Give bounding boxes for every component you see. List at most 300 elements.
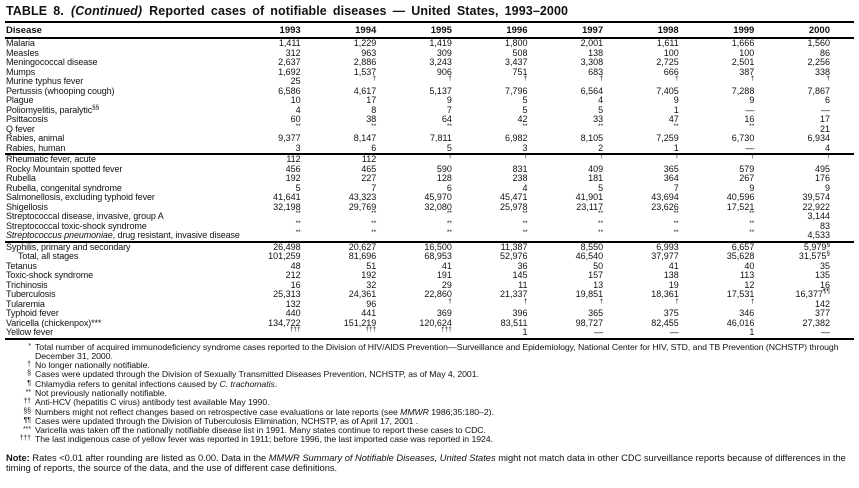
table-title-continued: (Continued) bbox=[70, 4, 143, 18]
case-count-cell: 6,730 bbox=[731, 133, 755, 143]
case-count-cell bbox=[552, 219, 628, 232]
footnote-reference: ** bbox=[446, 229, 452, 236]
disease-label: Q fever bbox=[6, 123, 35, 134]
case-count-cell: 19,851 bbox=[575, 289, 604, 299]
case-count-cell: 100 bbox=[739, 47, 755, 58]
table-row bbox=[5, 96, 854, 106]
case-count-cell: 192 bbox=[361, 270, 377, 280]
case-count-cell: — bbox=[745, 104, 755, 115]
case-count-cell: 48 bbox=[290, 260, 301, 271]
case-count-cell: 346 bbox=[739, 308, 755, 318]
case-count-cell: — bbox=[703, 144, 779, 155]
disease-label: Rabies, human bbox=[5, 144, 249, 155]
case-count-cell: 43,694 bbox=[651, 192, 679, 202]
case-count-cell: 145 bbox=[512, 270, 528, 280]
case-count-cell: 22,922 bbox=[802, 201, 830, 212]
footnote-marker: §§ bbox=[23, 407, 31, 415]
table-row bbox=[5, 328, 854, 339]
case-count-cell: 45,471 bbox=[499, 192, 528, 202]
case-count-cell bbox=[552, 154, 628, 165]
footnote-reference: † bbox=[448, 75, 452, 82]
footnote-reference: ** bbox=[673, 210, 679, 217]
case-count-cell: 25,978 bbox=[499, 201, 528, 212]
footnote-reference: ** bbox=[295, 122, 301, 130]
case-count-cell: 377 bbox=[814, 308, 830, 318]
footnote-reference: ¶¶ bbox=[823, 288, 830, 295]
case-count-cell: — bbox=[821, 104, 830, 115]
case-count-cell: 96 bbox=[366, 298, 377, 309]
footnote-reference: † bbox=[750, 153, 755, 160]
table-row bbox=[5, 115, 854, 125]
case-count-cell bbox=[627, 219, 703, 232]
text: The last indigenous case of yellow fever was reported in 1911; before 1996, the last imported case was reported in 1924. bbox=[35, 434, 493, 445]
table-title bbox=[5, 2, 854, 23]
case-count-cell: 3,144 bbox=[807, 211, 830, 221]
case-count-cell: 22,860 bbox=[424, 289, 452, 299]
table-row bbox=[5, 300, 854, 310]
case-count-cell: 1 bbox=[476, 328, 552, 339]
case-count-cell: 42 bbox=[517, 114, 528, 124]
disease-label: Yellow fever bbox=[5, 328, 249, 339]
case-count-cell: 387 bbox=[739, 66, 755, 77]
footnote-reference: † bbox=[675, 75, 679, 82]
case-count-cell: 176 bbox=[814, 173, 830, 183]
case-count-cell: 29 bbox=[441, 279, 452, 290]
case-count-cell: 191 bbox=[436, 270, 452, 280]
case-count-cell: 35 bbox=[819, 260, 830, 271]
case-count-cell: 6,564 bbox=[580, 85, 604, 96]
case-count-cell: 1 bbox=[627, 144, 703, 155]
disease-label: Syphilis, primary and secondary bbox=[6, 241, 131, 252]
case-count-cell: 1,611 bbox=[656, 38, 679, 48]
case-count-cell: 21 bbox=[819, 123, 830, 134]
case-count-cell: 29,769 bbox=[348, 201, 377, 212]
footnote-reference: ** bbox=[749, 219, 755, 227]
case-count-cell: 4,533 bbox=[778, 231, 854, 242]
case-count-cell bbox=[627, 154, 703, 165]
text: . bbox=[274, 378, 278, 389]
case-count-cell: 6,586 bbox=[278, 85, 301, 96]
footnote-marker: § bbox=[27, 370, 31, 378]
disease-label: Poliomyelitis, paralytic§§ bbox=[6, 103, 100, 115]
footnote-reference: ** bbox=[295, 229, 301, 236]
case-count-cell: 5 bbox=[598, 182, 604, 193]
text: 1986;35:180–2). bbox=[428, 406, 494, 417]
case-count-cell: 7,259 bbox=[656, 133, 679, 143]
footnote-reference: † bbox=[372, 75, 377, 82]
case-count-cell bbox=[325, 212, 401, 222]
case-count-cell: 6,993 bbox=[656, 241, 679, 252]
footnote-marker: *** bbox=[22, 426, 31, 434]
table-row bbox=[5, 87, 854, 97]
case-count-cell: 396 bbox=[512, 308, 528, 318]
footnote-reference: ** bbox=[446, 219, 452, 227]
case-count-cell bbox=[400, 328, 476, 339]
case-count-cell: 39,574 bbox=[802, 192, 830, 202]
column-header-year-1993: 1993 bbox=[249, 23, 325, 38]
case-count-cell bbox=[703, 154, 779, 165]
footnote-reference: ** bbox=[673, 229, 679, 236]
case-count-cell: 2,001 bbox=[580, 38, 604, 48]
case-count-cell: 21,337 bbox=[499, 289, 528, 299]
case-count-cell: 7,867 bbox=[807, 85, 830, 96]
case-count-cell: 7 bbox=[446, 104, 452, 115]
disease-label: Streptococcal toxic-shock syndrome bbox=[6, 220, 147, 231]
case-count-cell: 9 bbox=[824, 182, 830, 193]
case-count-cell: 1,229 bbox=[353, 38, 377, 48]
case-count-cell: 1,666 bbox=[731, 38, 755, 48]
case-count-cell: 2,886 bbox=[353, 57, 377, 67]
case-count-cell: 1,560 bbox=[807, 38, 830, 48]
footnote-reference: ** bbox=[749, 229, 755, 236]
case-count-cell: 134,722 bbox=[268, 317, 301, 328]
case-count-cell: 157 bbox=[588, 270, 604, 280]
footnote-reference: ** bbox=[371, 229, 377, 236]
footnote-reference: † bbox=[826, 75, 830, 82]
case-count-cell: 9 bbox=[446, 95, 452, 105]
text: Cases were updated through the Division of Tuberculosis Elimination, NCHSTP, as of April 17, 2001 . bbox=[35, 415, 419, 426]
footnote-reference: † bbox=[750, 297, 755, 305]
table-row bbox=[5, 262, 854, 272]
case-count-cell bbox=[400, 219, 476, 232]
case-count-cell: 369 bbox=[436, 308, 452, 318]
case-count-cell: 32 bbox=[366, 279, 377, 290]
case-count-cell: 1,419 bbox=[429, 38, 452, 48]
text: Total number of acquired immunodeficiency syndrome cases reported to the Division of HIV/AIDS Prevention—Surveillance and Epidemiology, National Center for HIV, STD, and TB Prevention (NCHSTP) through December 31, 2000. bbox=[35, 341, 839, 361]
case-count-cell: 10 bbox=[290, 95, 301, 105]
footnote-reference: ** bbox=[598, 210, 604, 217]
disease-label: Streptococcal disease, invasive, group A bbox=[6, 211, 164, 221]
footnote-reference: † bbox=[826, 153, 830, 160]
footnote-marker: ††† bbox=[19, 435, 31, 443]
footnote-reference: ** bbox=[673, 219, 679, 227]
disease-label: Rocky Mountain spotted fever bbox=[6, 163, 123, 174]
footnote-reference: ** bbox=[749, 210, 755, 217]
footnote-reference: ††† bbox=[441, 326, 452, 333]
case-count-cell: 365 bbox=[663, 163, 679, 174]
case-count-cell: 1,800 bbox=[504, 38, 528, 48]
footnote-reference: † bbox=[448, 153, 452, 160]
case-count-cell: 8,105 bbox=[580, 133, 604, 143]
footnote-reference: ** bbox=[371, 122, 377, 130]
footnote-reference: ** bbox=[446, 210, 452, 217]
case-count-cell: 579 bbox=[739, 163, 755, 174]
disease-label: Tetanus bbox=[6, 260, 37, 271]
text: might not match data in other CDC surveillance reports because of differences in the timing of reports, the source of the data, and the use of different case definitions. bbox=[6, 452, 846, 474]
case-count-cell bbox=[325, 231, 401, 242]
column-header-year-2000: 2000 bbox=[778, 23, 854, 38]
case-count-cell bbox=[400, 231, 476, 242]
disease-label: Pertussis (whooping cough) bbox=[6, 85, 115, 96]
disease-label: Trichinosis bbox=[6, 279, 48, 290]
case-count-cell bbox=[476, 219, 552, 232]
case-count-cell: 68,953 bbox=[424, 251, 452, 261]
case-count-cell: 4 bbox=[778, 144, 854, 155]
italic-text: Streptococcus pneumoniae bbox=[6, 230, 113, 240]
case-count-cell: 6,982 bbox=[504, 133, 528, 143]
text: Chlamydia refers to genital infections caused by bbox=[35, 378, 220, 389]
text: Anti-HCV (hepatitis C virus) antibody test available May 1990. bbox=[35, 397, 270, 408]
case-count-cell: 465 bbox=[361, 163, 377, 174]
column-header-year-1999: 1999 bbox=[703, 23, 779, 38]
case-count-cell: 508 bbox=[512, 47, 528, 58]
case-count-cell bbox=[552, 231, 628, 242]
table-row bbox=[5, 144, 854, 155]
case-count-cell: 2,637 bbox=[278, 57, 301, 67]
case-count-cell: 16,377¶¶ bbox=[795, 288, 830, 299]
case-count-cell: 23,626 bbox=[651, 201, 679, 212]
case-count-cell: 666 bbox=[663, 66, 679, 77]
footnote-reference: † bbox=[523, 297, 528, 305]
table-header-row bbox=[5, 23, 854, 38]
case-count-cell: 36 bbox=[517, 260, 528, 271]
disease-label bbox=[5, 231, 249, 242]
case-count-cell: 16 bbox=[290, 279, 301, 290]
column-header-year-1997: 1997 bbox=[552, 23, 628, 38]
case-count-cell: 16 bbox=[744, 114, 755, 124]
case-count-cell: 7 bbox=[673, 182, 679, 193]
case-count-cell: 8,147 bbox=[353, 133, 377, 143]
footnote-reference: † bbox=[523, 153, 528, 160]
case-count-cell: 40 bbox=[744, 260, 755, 271]
case-count-cell: 41,901 bbox=[575, 192, 604, 202]
footnote-reference: § bbox=[826, 240, 830, 248]
disease-label: Total, all stages bbox=[18, 251, 79, 261]
case-count-cell: 25 bbox=[290, 76, 301, 86]
case-count-cell: 41 bbox=[441, 260, 452, 271]
footnote-reference: ** bbox=[522, 210, 528, 217]
case-count-cell: 6 bbox=[824, 95, 830, 105]
case-count-cell: 26,498 bbox=[273, 241, 301, 252]
case-count-cell: 64 bbox=[441, 114, 452, 124]
table-row bbox=[5, 134, 854, 144]
column-header-year-1994: 1994 bbox=[325, 23, 401, 38]
text: , drug resistant, invasive disease bbox=[112, 230, 240, 240]
footnote-reference: ** bbox=[446, 122, 452, 130]
footnote-reference: § bbox=[826, 250, 830, 257]
case-count-cell: 3,243 bbox=[429, 57, 452, 67]
case-count-cell: 2,501 bbox=[731, 57, 755, 67]
case-count-cell: 181 bbox=[588, 173, 604, 183]
disease-label: Murine typhus fever bbox=[6, 76, 84, 86]
footnote-reference: ** bbox=[598, 229, 604, 236]
column-header-year-1996: 1996 bbox=[476, 23, 552, 38]
table-row bbox=[5, 106, 854, 116]
case-count-cell: 751 bbox=[512, 66, 528, 77]
case-count-cell: 192 bbox=[285, 173, 301, 183]
table-row bbox=[5, 271, 854, 281]
text: Varicella was taken off the nationally notifiable disease list in 1991. Many states continue to report these cases to CDC. bbox=[35, 425, 486, 436]
case-count-cell: 5 bbox=[598, 104, 604, 115]
case-count-cell: 5,137 bbox=[429, 85, 452, 96]
case-count-cell: 590 bbox=[436, 163, 452, 174]
footnote-reference: ** bbox=[295, 210, 301, 217]
footnote-reference: ** bbox=[371, 210, 377, 217]
case-count-cell bbox=[552, 212, 628, 222]
footnote-reference: ** bbox=[522, 229, 528, 236]
case-count-cell: 12 bbox=[744, 279, 755, 290]
footnote bbox=[5, 343, 854, 362]
case-count-cell: 113 bbox=[739, 270, 755, 280]
case-count-cell: 35,628 bbox=[726, 251, 755, 261]
case-count-cell: — bbox=[778, 328, 854, 339]
case-count-cell: 25,313 bbox=[273, 289, 301, 299]
case-count-cell: 151,219 bbox=[343, 317, 377, 328]
case-count-cell: 4 bbox=[598, 95, 604, 105]
footnote-reference: † bbox=[675, 297, 679, 305]
case-count-cell: 312 bbox=[285, 47, 301, 58]
case-count-cell: 7 bbox=[371, 182, 377, 193]
case-count-cell: 32,198 bbox=[273, 201, 301, 212]
disease-label: Salmonellosis, excluding typhoid fever bbox=[6, 192, 155, 202]
case-count-cell bbox=[703, 219, 779, 232]
case-count-cell: 4 bbox=[522, 182, 528, 193]
case-count-cell: 227 bbox=[361, 173, 377, 183]
table-body bbox=[5, 38, 854, 339]
footnote-marker: ** bbox=[25, 388, 31, 396]
case-count-cell: 31,575§ bbox=[798, 250, 830, 261]
disease-label: Rabies, animal bbox=[6, 133, 65, 143]
case-count-cell: 47 bbox=[668, 114, 679, 124]
case-count-cell bbox=[476, 154, 552, 165]
table-row bbox=[5, 165, 854, 175]
footnote-reference: † bbox=[448, 297, 452, 305]
case-count-cell bbox=[325, 328, 401, 339]
case-count-cell: 17 bbox=[366, 95, 377, 105]
case-count-cell: 43,323 bbox=[348, 192, 377, 202]
case-count-cell: 1,537 bbox=[353, 66, 377, 77]
footnote-reference: † bbox=[599, 297, 604, 305]
case-count-cell: 5 bbox=[400, 144, 476, 155]
case-count-cell: 8 bbox=[371, 104, 377, 115]
case-count-cell: 17 bbox=[819, 114, 830, 124]
case-count-cell: 17,521 bbox=[726, 201, 755, 212]
case-count-cell: 440 bbox=[285, 308, 301, 318]
case-count-cell: 101,259 bbox=[268, 251, 301, 261]
case-count-cell bbox=[778, 154, 854, 165]
case-count-cell: 19 bbox=[668, 279, 679, 290]
case-count-cell bbox=[325, 219, 401, 232]
case-count-cell: — bbox=[627, 328, 703, 339]
case-count-cell: 46,540 bbox=[575, 251, 604, 261]
case-count-cell: 441 bbox=[361, 308, 377, 318]
case-count-cell: 40,596 bbox=[726, 192, 755, 202]
case-count-cell: 23,117 bbox=[576, 201, 604, 212]
disease-label: Shigellosis bbox=[6, 201, 48, 212]
footnote-reference: ** bbox=[371, 219, 377, 227]
case-count-cell: 9 bbox=[749, 182, 755, 193]
case-count-cell: 11 bbox=[518, 279, 528, 290]
case-count-cell bbox=[249, 219, 325, 232]
case-count-cell: 120,624 bbox=[419, 317, 452, 328]
column-header-disease: Disease bbox=[5, 23, 249, 38]
case-count-cell: 212 bbox=[285, 270, 301, 280]
case-count-cell: 3 bbox=[476, 144, 552, 155]
table-row bbox=[5, 252, 854, 262]
case-count-cell: 365 bbox=[588, 308, 604, 318]
disease-label: Varicella (chickenpox)*** bbox=[6, 317, 102, 328]
case-count-cell bbox=[249, 212, 325, 222]
table-row bbox=[5, 58, 854, 68]
case-count-cell: 142 bbox=[814, 298, 830, 309]
footnote-reference: ** bbox=[295, 219, 301, 227]
footnote-marker: ¶¶ bbox=[23, 416, 31, 424]
case-count-cell bbox=[400, 212, 476, 222]
case-count-cell: 135 bbox=[814, 270, 830, 280]
footnote-reference: † bbox=[599, 75, 604, 82]
case-count-cell: 2,725 bbox=[656, 57, 679, 67]
footnote-reference: ** bbox=[522, 122, 528, 130]
footnote-reference: † bbox=[750, 75, 755, 82]
case-count-cell: 1 bbox=[673, 104, 679, 115]
footnote-reference: ††† bbox=[289, 326, 301, 333]
case-count-cell: 4,617 bbox=[353, 85, 377, 96]
table-row bbox=[5, 319, 854, 329]
table-row bbox=[5, 68, 854, 78]
case-count-cell bbox=[249, 328, 325, 339]
case-count-cell: 81,696 bbox=[348, 251, 377, 261]
case-count-cell: 9,377 bbox=[278, 133, 301, 143]
disease-label: Rheumatic fever, acute bbox=[6, 154, 96, 164]
footnote-reference: ** bbox=[673, 122, 679, 130]
table-row bbox=[5, 290, 854, 300]
case-count-cell: 45,970 bbox=[424, 192, 452, 202]
case-count-cell: 2,256 bbox=[807, 57, 830, 67]
case-count-cell: 963 bbox=[361, 47, 377, 58]
disease-label: Rubella bbox=[6, 173, 36, 183]
case-count-cell: — bbox=[552, 328, 628, 339]
footnote bbox=[5, 435, 854, 444]
case-count-cell: 5 bbox=[522, 95, 528, 105]
italic-text: MMWR bbox=[400, 406, 429, 417]
case-count-cell: 33 bbox=[593, 114, 604, 124]
disease-label: Tularemia bbox=[6, 298, 45, 309]
text: Rates <0.01 after rounding are listed as 0.00. Data in the bbox=[29, 452, 269, 463]
case-count-cell: 50 bbox=[593, 260, 604, 271]
table-title-text: Reported cases of notifiable diseases — United States, 1993–2000 bbox=[149, 4, 569, 18]
case-count-cell bbox=[703, 212, 779, 222]
table-row bbox=[5, 154, 854, 165]
case-count-cell: 495 bbox=[814, 163, 830, 174]
table-row bbox=[5, 38, 854, 49]
case-count-cell: 32,080 bbox=[424, 201, 452, 212]
case-count-cell: 112 bbox=[286, 154, 301, 164]
case-count-cell: 409 bbox=[588, 163, 604, 174]
footnote-reference: † bbox=[675, 153, 679, 160]
note bbox=[5, 453, 854, 474]
case-count-cell: 1,411 bbox=[278, 38, 301, 48]
case-count-cell: 41 bbox=[668, 260, 679, 271]
case-count-cell: 83,511 bbox=[500, 317, 528, 328]
case-count-cell: 51 bbox=[366, 260, 377, 271]
case-count-cell: 5 bbox=[522, 104, 528, 115]
text: Not previously nationally notifiable. bbox=[35, 387, 167, 398]
text: No longer nationally notifiable. bbox=[35, 360, 150, 371]
disease-label: Mumps bbox=[6, 66, 36, 77]
case-count-cell: 906 bbox=[436, 66, 452, 77]
column-header-year-1995: 1995 bbox=[400, 23, 476, 38]
case-count-cell: 37,977 bbox=[651, 251, 679, 261]
case-count-cell: 375 bbox=[663, 308, 679, 318]
case-count-cell bbox=[703, 231, 779, 242]
footnote-reference: † bbox=[599, 153, 604, 160]
case-count-cell: 7,796 bbox=[504, 85, 528, 96]
case-count-cell: 100 bbox=[663, 47, 679, 58]
case-count-cell: 5,979§ bbox=[803, 240, 830, 252]
case-count-cell bbox=[249, 231, 325, 242]
case-count-cell: 138 bbox=[663, 270, 679, 280]
case-count-cell: 41,641 bbox=[273, 192, 301, 202]
